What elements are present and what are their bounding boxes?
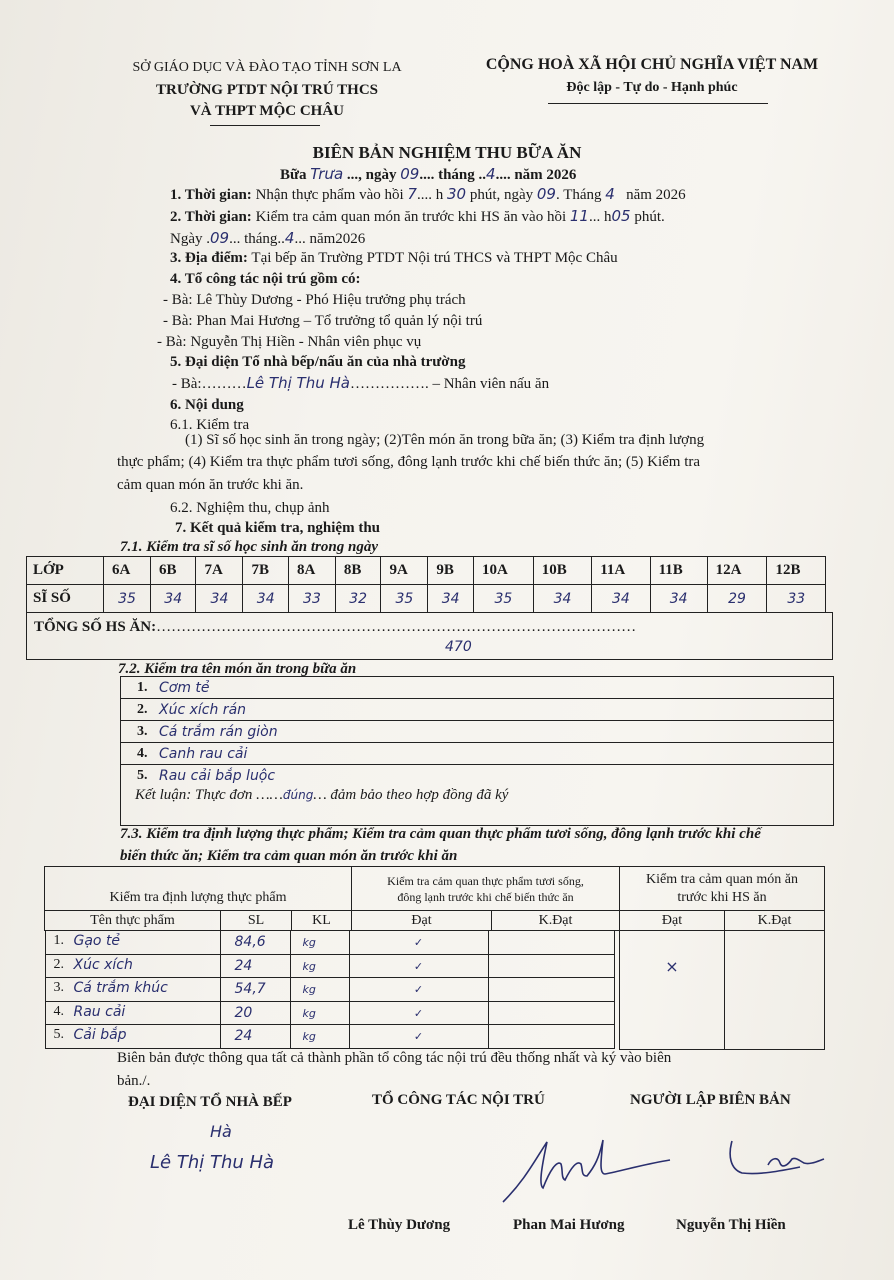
dish-kdat-cell <box>725 931 825 1050</box>
food-kdat <box>488 931 615 955</box>
dish-num: 1. <box>137 680 148 695</box>
food-kl: kg <box>290 1025 349 1049</box>
count-cell: 35 <box>473 585 533 613</box>
count-cell: 32 <box>335 585 381 613</box>
section72-title: 7.2. Kiểm tra tên món ăn trong bữa ăn <box>118 661 357 677</box>
closing-line2: bản./. <box>117 1073 151 1089</box>
food-name: Xúc xích <box>73 956 133 973</box>
class-cell: 6A <box>104 557 151 585</box>
sig-team-name: Lê Thùy Dương <box>348 1217 451 1233</box>
country-motto: Độc lập - Tự do - Hạnh phúc <box>566 80 738 95</box>
food-row <box>45 931 615 955</box>
class-row-label: LỚP <box>27 557 104 585</box>
school-name-line1: TRƯỜNG PTDT NỘI TRÚ THCS <box>156 82 378 98</box>
sig-member-name: Phan Mai Hương <box>513 1217 625 1233</box>
item3-location: 3. Địa điểm: Tại bếp ăn Trường PTDT Nội trú THCS và THPT Mộc Châu <box>170 250 618 266</box>
food-num: 5. <box>53 1027 64 1043</box>
meal-hw: Trưa <box>310 165 344 183</box>
food-name-cell <box>45 931 220 955</box>
class-cell: 9B <box>428 557 474 585</box>
dish-row <box>121 765 833 786</box>
food-name-cell <box>45 978 220 1002</box>
sig-kitchen-short: Hà <box>210 1122 232 1141</box>
member-3: - Bà: Nguyễn Thị Hiền - Nhân viên phục vụ <box>157 334 422 350</box>
section73-title-2: biến thức ăn; Kiểm tra cảm quan món ăn trước khi ăn <box>120 848 458 864</box>
total-hw: 470 <box>445 639 472 655</box>
h-dat: Đạt <box>352 911 492 931</box>
class-count-table <box>26 556 826 613</box>
item6-sub1: 6.1. Kiểm tra <box>170 417 250 433</box>
dish-name: Rau cải bắp luộc <box>159 768 276 784</box>
food-kl: kg <box>290 978 349 1002</box>
food-kdat <box>488 1002 615 1026</box>
count-cell: 33 <box>288 585 335 613</box>
header-right-underline <box>548 103 768 104</box>
signature-team <box>495 1130 685 1210</box>
count-cell: 34 <box>650 585 707 613</box>
item7-title: 7. Kết quả kiểm tra, nghiệm thu <box>175 520 381 536</box>
count-cell: 33 <box>767 585 826 613</box>
food-dat: ✓ <box>349 1002 488 1026</box>
food-dat: ✓ <box>349 1025 488 1049</box>
class-cell: 7B <box>243 557 289 585</box>
h-dat2: Đạt <box>620 911 725 931</box>
header-left-underline <box>210 125 320 126</box>
dish-box <box>120 676 834 826</box>
food-sl: 20 <box>220 1002 290 1026</box>
item6-para2: thực phẩm; (4) Kiểm tra thực phẩm tươi sống, đông lạnh trước khi chế biến thức ăn; (5) Kiểm tra <box>117 454 701 470</box>
food-kl: kg <box>290 1002 349 1026</box>
class-cell: 12A <box>707 557 767 585</box>
total-box: TỔNG SỐ HS ĂN:…………………………………………………………………………………… 470 <box>26 612 833 660</box>
sig-team-title: TỔ CÔNG TÁC NỘI TRÚ <box>372 1092 545 1108</box>
food-name: Cải bắp <box>73 1027 127 1044</box>
class-cell: 11A <box>592 557 650 585</box>
food-row <box>45 978 615 1002</box>
cook-name-hw: Lê Thị Thu Hà <box>246 374 350 392</box>
food-dat: ✓ <box>349 955 488 979</box>
count-cell: 34 <box>428 585 474 613</box>
food-row <box>45 955 615 979</box>
dish-row <box>121 677 833 699</box>
document-title: BIÊN BẢN NGHIỆM THU BỮA ĂN <box>312 143 582 162</box>
h-quant: Kiểm tra định lượng thực phẩm <box>45 867 352 911</box>
count-cell: 35 <box>381 585 428 613</box>
country-name: CỘNG HOÀ XÃ HỘI CHỦ NGHĨA VIỆT NAM <box>485 56 819 73</box>
dish-dat-cell: × <box>620 931 725 1050</box>
member-1: - Bà: Lê Thùy Dương - Phó Hiệu trưởng phụ trách <box>163 292 466 308</box>
h-kdat: K.Đạt <box>492 911 620 931</box>
closing-line1: Biên bản được thông qua tất cả thành phần tổ công tác nội trú đều thống nhất và ký vào biên <box>117 1050 672 1066</box>
food-kl: kg <box>290 931 349 955</box>
item2-date: Ngày .09... tháng..4... năm2026 <box>170 229 366 247</box>
h-kdat2: K.Đạt <box>725 911 825 931</box>
class-cell: 8B <box>335 557 381 585</box>
h-kl: KL <box>292 911 352 931</box>
count-cell: 35 <box>104 585 151 613</box>
member-2: - Bà: Phan Mai Hương – Tổ trưởng tổ quản lý nội trú <box>163 313 483 329</box>
food-dat: ✓ <box>349 931 488 955</box>
dish-name: Cá trắm rán giòn <box>159 724 278 740</box>
dish-name: Cơm tẻ <box>159 680 210 696</box>
food-num: 1. <box>53 933 64 948</box>
dish-row <box>121 743 833 765</box>
food-kdat <box>488 1025 615 1049</box>
item4-title: 4. Tổ công tác nội trú gồm có: <box>170 271 361 287</box>
meal-line: Bữa Trưa ..., ngày 09.... tháng ..4.... năm 2026 <box>280 165 577 183</box>
h-name: Tên thực phẩm <box>45 911 221 931</box>
food-row <box>45 1025 615 1049</box>
food-name-cell <box>45 955 220 979</box>
class-cell: 7A <box>196 557 243 585</box>
h-dish: Kiểm tra cảm quan món ăn trước khi HS ăn <box>620 867 825 911</box>
dish-row <box>121 699 833 721</box>
school-name-line2: VÀ THPT MỘC CHÂU <box>189 103 345 119</box>
count-cell: 29 <box>707 585 767 613</box>
dish-name: Xúc xích rán <box>159 702 247 718</box>
food-dat: ✓ <box>349 978 488 1002</box>
dish-conclusion: Kết luận: Thực đơn ……đúng… đảm bảo theo hợp đồng đã ký <box>135 787 509 803</box>
food-sl: 24 <box>220 955 290 979</box>
class-cell: 11B <box>650 557 707 585</box>
sig-kitchen-title: ĐẠI DIỆN TỔ NHÀ BẾP <box>128 1094 292 1110</box>
food-num: 2. <box>53 956 64 972</box>
food-sl: 84,6 <box>220 931 290 955</box>
count-cell: 34 <box>196 585 243 613</box>
food-name-cell <box>45 1002 220 1026</box>
h-fresh: Kiểm tra cảm quan thực phẩm tươi sống, đông lạnh trước khi chế biến thức ăn <box>352 867 620 911</box>
food-kl: kg <box>290 955 349 979</box>
dish-num: 4. <box>137 746 148 761</box>
class-cell: 8A <box>288 557 335 585</box>
food-num: 4. <box>53 1003 64 1019</box>
dish-name: Canh rau cải <box>159 746 248 762</box>
item6-para3: cảm quan món ăn trước khi ăn. <box>117 477 304 493</box>
sig-writer-title: NGƯỜI LẬP BIÊN BẢN <box>630 1092 791 1108</box>
count-cell: 34 <box>533 585 591 613</box>
food-name: Cá trắm khúc <box>73 980 168 997</box>
item6-sub2: 6.2. Nghiệm thu, chụp ảnh <box>170 500 330 516</box>
class-cell: 6B <box>150 557 196 585</box>
sig-writer-name: Nguyễn Thị Hiền <box>676 1217 786 1233</box>
food-sl: 24 <box>220 1025 290 1049</box>
signature-writer <box>720 1135 840 1185</box>
food-name-cell <box>45 1025 220 1049</box>
item5-cook: - Bà:………Lê Thị Thu Hà……………. – Nhân viên nấu ăn <box>172 374 550 392</box>
class-cell: 10B <box>533 557 591 585</box>
dish-row <box>121 721 833 743</box>
item6-para1: (1) Sĩ số học sinh ăn trong ngày; (2)Tên món ăn trong bữa ăn; (3) Kiểm tra định lượng <box>185 432 705 448</box>
item6-title: 6. Nội dung <box>170 397 244 413</box>
count-row-label: SĨ SỐ <box>27 585 104 613</box>
food-row <box>45 1002 615 1026</box>
class-cell: 12B <box>767 557 826 585</box>
h-sl: SL <box>221 911 292 931</box>
class-cell: 10A <box>473 557 533 585</box>
sig-kitchen-full: Lê Thị Thu Hà <box>150 1152 275 1173</box>
section73-title-1: 7.3. Kiểm tra định lượng thực phẩm; Kiểm tra cảm quan thực phẩm tươi sống, đông lạnh trước khi chế <box>120 826 761 842</box>
count-cell: 34 <box>592 585 650 613</box>
item2-time-inspect: 2. Thời gian: Kiểm tra cảm quan món ăn trước khi HS ăn vào hồi 11... h05 phút. <box>170 207 665 225</box>
food-name: Rau cải <box>73 1003 126 1020</box>
food-check-table <box>44 866 825 1050</box>
food-kdat <box>488 978 615 1002</box>
count-cell: 34 <box>243 585 289 613</box>
food-sl: 54,7 <box>220 978 290 1002</box>
item5-title: 5. Đại diện Tổ nhà bếp/nấu ăn của nhà trường <box>170 354 466 370</box>
dish-num: 2. <box>137 702 148 717</box>
total-label: TỔNG SỐ HS ĂN: <box>34 619 157 635</box>
food-num: 3. <box>53 980 64 996</box>
class-cell: 9A <box>381 557 428 585</box>
dish-num: 3. <box>137 724 148 739</box>
item1-time-receive: 1. Thời gian: Nhận thực phẩm vào hồi 7.... h 30 phút, ngày 09. Tháng 4 năm 2026 <box>170 185 686 203</box>
section71-title: 7.1. Kiểm tra sĩ số học sinh ăn trong ngày <box>120 539 378 555</box>
food-kdat <box>488 955 615 979</box>
count-cell: 34 <box>150 585 196 613</box>
dept-name: SỞ GIÁO DỤC VÀ ĐÀO TẠO TỈNH SƠN LA <box>132 60 402 75</box>
dish-num: 5. <box>137 768 148 783</box>
food-name: Gạo tẻ <box>73 933 121 949</box>
